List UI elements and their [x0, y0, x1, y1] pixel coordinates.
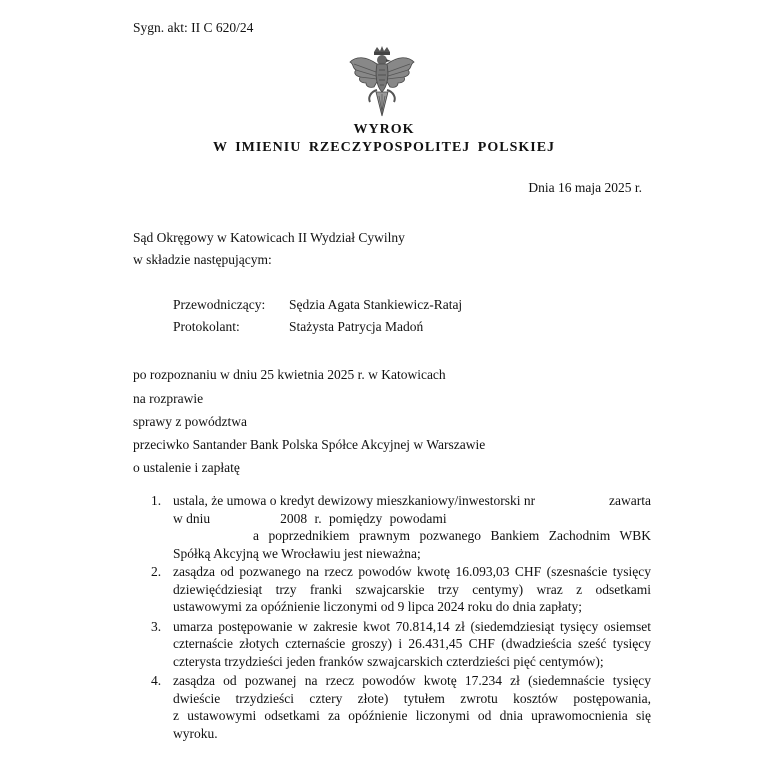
judgment-date: Dnia 16 maja 2025 r.: [528, 180, 642, 195]
rulings-list: [133, 492, 651, 742]
ruling-text: dwieście trzydzieści cztery złote) tytułem zwrotu kosztów postępowania,: [173, 690, 651, 706]
clerk-value: Stażysta Patrycja Madoń: [289, 319, 424, 334]
chair-value: Sędzia Agata Stankiewicz-Rataj: [289, 297, 463, 312]
ruling-text: zawarta: [609, 493, 651, 508]
ruling-text: ustawowymi za opóźnienie liczonymi od 9 lipca 2024 roku do dnia zapłaty;: [173, 599, 583, 614]
ruling-item: [133, 563, 651, 616]
ruling-text: wyroku.: [173, 725, 218, 741]
ruling-text: a poprzednikiem prawnym pozwanego Bankiem Zachodnim WBK: [253, 528, 651, 543]
chair-label: Przewodniczący:: [173, 297, 266, 312]
polish-eagle-emblem: [348, 46, 416, 118]
case-signature: Sygn. akt: II C 620/24: [133, 20, 254, 35]
ruling-text: czterysta trzydzieści jeden franków szwajcarskich czterdzieści pięć centymów);: [173, 653, 604, 669]
proceedings-line: przeciwko Santander Bank Polska Spółce Akcyjnej w Warszawie: [133, 437, 486, 452]
ruling-text: dziewięćdziesiąt trzy franki szwajcarskie trzy centymy) wraz z odsetkami: [173, 581, 651, 597]
judgment-heading: WYROK: [353, 122, 415, 137]
proceedings-line: po rozpoznaniu w dniu 25 kwietnia 2025 r. w Katowicach: [133, 367, 446, 382]
ruling-text: ustala, że umowa o kredyt dewizowy mieszkaniowy/inwestorski nr: [173, 493, 536, 508]
ruling-number: 4.: [151, 673, 162, 688]
ruling-number: 2.: [151, 564, 162, 579]
court-name: Sąd Okręgowy w Katowicach II Wydział Cywilny: [133, 230, 405, 245]
ruling-text: zasądza od pozwanego na rzecz powodów kwotę 16.093,03 CHF (szesnaście tysięcy: [173, 564, 651, 579]
ruling-text: 2008 r. pomiędzy powodami: [280, 510, 447, 526]
ruling-line: [173, 510, 651, 528]
ruling-text: umarza postępowanie w zakresie kwot 70.814,14 zł (siedemdziesiąt tysięcy osiemset: [173, 618, 651, 634]
ruling-text: czternaście złotych czternaście groszy) i 26.431,45 CHF (dwadzieścia sześć tysięcy: [173, 636, 651, 651]
ruling-item: [133, 672, 651, 742]
ruling-number: 3.: [151, 618, 162, 634]
ruling-text: w dniu: [173, 510, 211, 526]
ruling-text: Spółką Akcyjną we Wrocławiu jest nieważna;: [173, 545, 421, 561]
ruling-item: [133, 618, 651, 671]
ruling-text: zasądza od pozwanej na rzecz powodów kwotę 17.234 zł (siedemnaście tysięcy: [173, 673, 651, 688]
ruling-line: [173, 492, 651, 510]
court-composition-label: w składzie następującym:: [133, 252, 272, 267]
proceedings-line: na rozprawie: [133, 391, 204, 406]
ruling-text: z ustawowymi odsetkami za opóźnienie liczonymi od dnia uprawomocnienia się: [173, 708, 651, 723]
ruling-item: [133, 492, 651, 562]
proceedings-line: sprawy z powództwa: [133, 414, 247, 429]
judgment-subheading: W IMIENIU RZECZYPOSPOLITEJ POLSKIEJ: [212, 140, 556, 155]
proceedings-line: o ustalenie i zapłatę: [133, 460, 240, 475]
clerk-label: Protokolant:: [173, 319, 240, 334]
ruling-number: 1.: [151, 493, 162, 508]
